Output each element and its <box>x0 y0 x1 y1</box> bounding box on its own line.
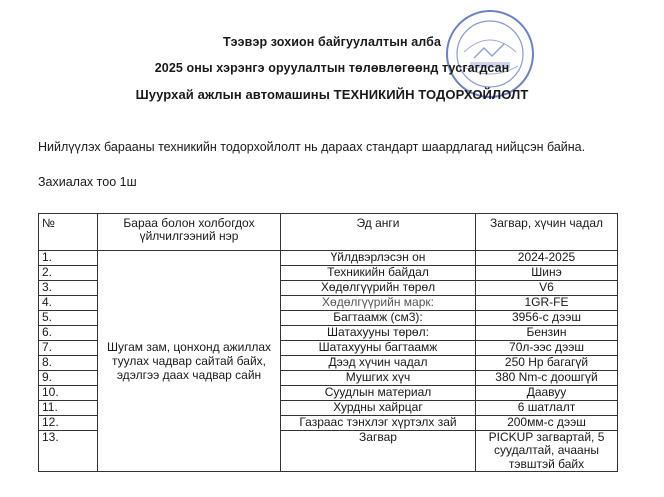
row-number: 4. <box>39 296 98 311</box>
header-spec: Загвар, хүчин чадал <box>476 214 618 251</box>
row-part: Хурдны хайрцаг <box>281 401 476 416</box>
row-part: Мушгих хүч <box>281 371 476 386</box>
row-number: 10. <box>39 386 98 401</box>
header-item-name: Бараа болон холбогдох үйлчилгээний нэр <box>98 214 281 251</box>
row-spec: 70л-ээс дээш <box>476 341 618 356</box>
row-spec: 2024-2025 <box>476 251 618 266</box>
row-number: 1. <box>39 251 98 266</box>
header-number: № <box>39 214 98 251</box>
row-spec: Бензин <box>476 326 618 341</box>
row-number: 6. <box>39 326 98 341</box>
row-number: 9. <box>39 371 98 386</box>
department-title: Тээвэр зохион байгуулалтын алба <box>222 35 442 49</box>
row-number: 13. <box>39 431 98 472</box>
item-name-cell: Шугам зам, цонхонд ажиллах туулах чадвар сайтай байх, эдэлгээ даах чадвар сайн <box>98 251 281 472</box>
row-number: 8. <box>39 356 98 371</box>
header-part: Эд анги <box>281 214 476 251</box>
row-spec: 380 Nm-с доошгүй <box>476 371 618 386</box>
row-part: Газраас тэнхлэг хүртэлх зай <box>281 416 476 431</box>
row-spec: V6 <box>476 281 618 296</box>
row-part: Дээд хүчин чадал <box>281 356 476 371</box>
row-part: Суудлын материал <box>281 386 476 401</box>
row-number: 7. <box>39 341 98 356</box>
table-row <box>39 251 618 266</box>
spec-table <box>38 213 618 472</box>
row-number: 2. <box>39 266 98 281</box>
row-number: 12. <box>39 416 98 431</box>
row-part: Техникийн байдал <box>281 266 476 281</box>
row-spec: PICKUP загвартай, 5 суудалтай, ачааны тэвштэй байх <box>476 431 618 472</box>
row-spec: 6 шатлалт <box>476 401 618 416</box>
row-part: Загвар <box>281 431 476 472</box>
row-part: Хөдөлгүүрийн төрөл <box>281 281 476 296</box>
row-part: Шатахууны төрөл: <box>281 326 476 341</box>
row-part: Хөдөлгүүрийн марк: <box>281 296 476 311</box>
row-part: Үйлдвэрлэсэн он <box>281 251 476 266</box>
intro-paragraph: Нийлүүлэх барааны техникийн тодорхойлолт нь дараах стандарт шаардлагад нийцсэн байна. <box>38 140 586 154</box>
table-header-row <box>39 214 618 251</box>
row-number: 5. <box>39 311 98 326</box>
order-quantity: Захиалах тоо 1ш <box>38 175 137 189</box>
row-number: 3. <box>39 281 98 296</box>
row-spec: Шинэ <box>476 266 618 281</box>
row-number: 11. <box>39 401 98 416</box>
document-title: Шуурхай ажлын автомашины ТЕХНИКИЙН ТОДОРХОЙЛОЛТ <box>135 87 529 102</box>
row-part: Шатахууны багтаамж <box>281 341 476 356</box>
row-spec: 250 Hp багагүй <box>476 356 618 371</box>
plan-subtitle: 2025 оны хэрэнгэ оруулалтын төлөвлөгөөнд тусгагдсан <box>154 61 510 75</box>
row-spec: 3956-с дээш <box>476 311 618 326</box>
row-part: Багтаамж (см3): <box>281 311 476 326</box>
row-spec: 200мм-с дээш <box>476 416 618 431</box>
row-spec: 1GR-FE <box>476 296 618 311</box>
row-spec: Даавуу <box>476 386 618 401</box>
